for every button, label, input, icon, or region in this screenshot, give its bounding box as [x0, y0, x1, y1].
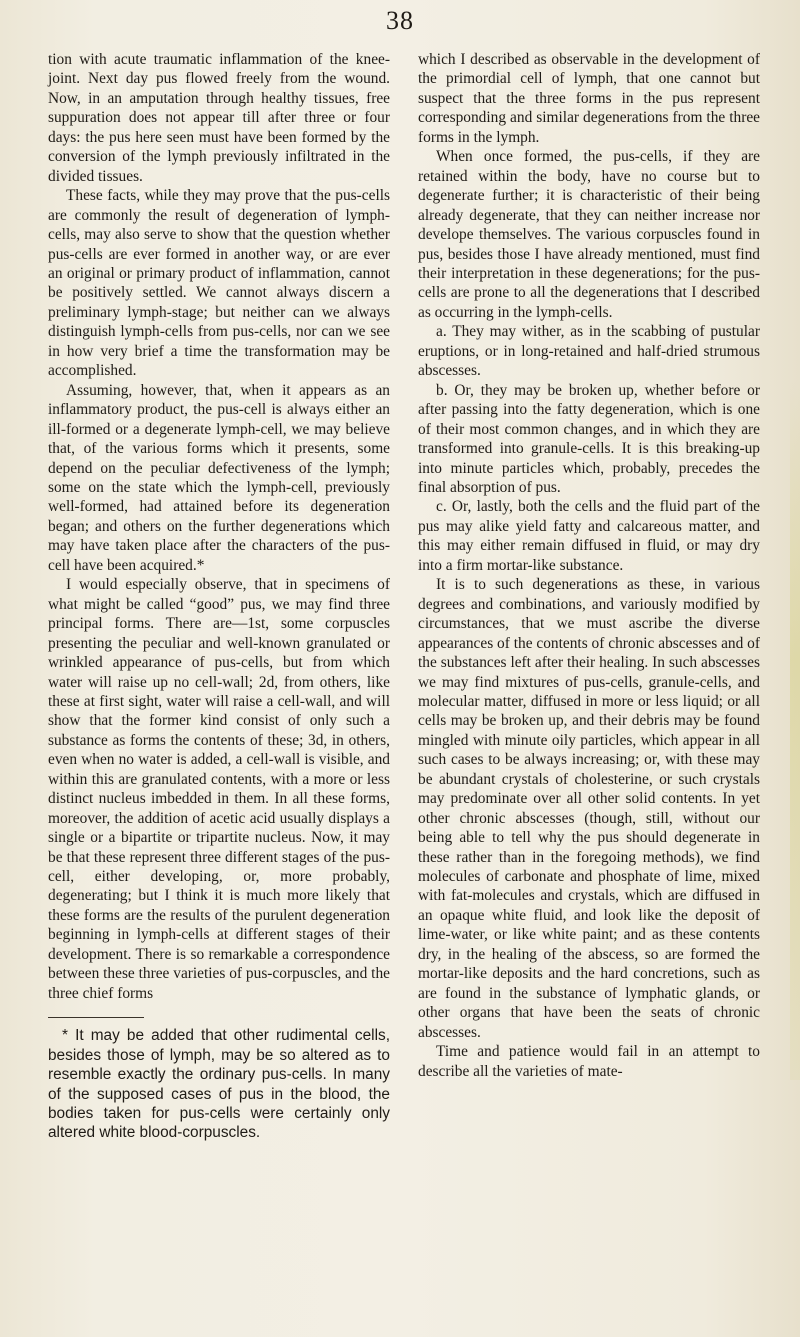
paragraph: It is to such degenerations as these, in various degrees and combinations, and variously modified by circumstances, that we must ascribe the diverse appearances of the contents of chronic abscesses and of the substances left after their healing. In such abscesses we may find mixtures of pus-cells, granule-cells, and molecular matter, diffused in more or less liquid; or all cells may be broken up, and their debris may be found mingled with minute oily particles, which appear in all such cases to be always increasing; or, with these may be abundant crystals of cholesterine, or such crystals may predominate over all other solid contents. In yet other chronic abscesses (though, still, without our being able to tell why the pus should degenerate in these rather than in the foregoing methods), we find molecules of carbonate and phosphate of lime, mixed with fat-molecules and crystals, which are diffused in an opaque white fluid, and look like the deposit of lime-water, or like white paint; and as these contents dry, in the healing of the abscess, so are formed the mortar-like deposits and the hard concretions, such as are found in the substance of lymphatic glands, or other organs that have been the seats of chronic abscesses. — [418, 576, 760, 1041]
paragraph: c. Or, lastly, both the cells and the fluid part of the pus may alike yield fatty and calcareous matter, and this may either remain diffused in fluid, or may dry into a firm mortar-like substance. — [418, 498, 760, 574]
paragraph: When once formed, the pus-cells, if they are retained within the body, have no course but to degenerate further; it is characteristic of their being already degenerate, that they can neither increase nor develope themselves. The various corpuscles found in pus, besides those I have already mentioned, must find their interpretation in these degenerations; for the pus-cells are prone to all the degenerations that I described as occurring in the lymph-cells. — [418, 148, 760, 321]
footnote: * It may be added that other rudimental cells, besides those of lymph, may be so altered as to resemble exactly the ordinary pus-cells. In many of the supposed cases of pus in the blood, the bodies taken for pus-cells were certainly only altered white blood-corpuscles. — [48, 1027, 390, 1142]
right-column — [418, 50, 760, 1143]
paragraph: I would especially observe, that in specimens of what might be called “good” pus, we may find three principal forms. There are—1st, some corpuscles presenting the peculiar and well-known granulated or wrinkled appearance of pus-cells, but from which water will raise up no cell-wall; 2d, from others, like these at first sight, water will raise a cell-wall, and will show that the former kind consist of only such a substance as forms the contents of these; 3d, in others, even when no water is added, a cell-wall is visible, and within this are granulated contents, with a more or less distinct nucleus imbedded in them. In all these forms, moreover, the addition of acetic acid usually displays a single or a bipartite or tripartite nucleus. Now, it may be that these represent three different stages of the pus-cell, either developing, or, more probably, degenerating; but I think it is much more likely that these forms are the results of the purulent degeneration beginning in lymph-cells at different stages of their development. There is so remarkable a correspondence between these three varieties of pus-corpuscles, and the three chief forms — [48, 576, 390, 1002]
page-number: 38 — [386, 6, 414, 35]
paragraph: Time and patience would fail in an attempt to describe all the varieties of mate- — [418, 1043, 760, 1080]
paragraph: These facts, while they may prove that the pus-cells are commonly the result of degeneration of lymph-cells, may also serve to show that the question whether pus-cells are ever formed in another way, or are ever an original or primary product of inflammation, cannot be positively settled. We cannot always discern a preliminary lymph-stage; but neither can we always distinguish lymph-cells from pus-cells, nor can we see in how very brief a time the transformation may be accomplished. — [48, 187, 390, 380]
page-edge-tint — [790, 380, 800, 1080]
left-column — [48, 50, 390, 1143]
text-columns — [48, 50, 760, 1143]
paragraph: which I described as observable in the development of the primordial cell of lymph, that one cannot but suspect that the three forms in the pus represent corresponding and similar degenerations from the three forms in the lymph. — [418, 51, 760, 146]
paragraph: b. Or, they may be broken up, whether before or after passing into the fatty degeneration, which is one of their most common changes, and in which they are transformed into granule-cells. It is this breaking-up into minute particles which, probably, precedes the final absorption of pus. — [418, 381, 760, 496]
footnote-divider — [48, 1017, 144, 1018]
paragraph: tion with acute traumatic inflammation of the knee-joint. Next day pus flowed freely from the wound. Now, in an amputation through healthy tissues, free suppuration does not appear till after three or four days: the pus here seen must have been formed by the conversion of the lymph previously infiltrated in the divided tissues. — [48, 51, 390, 185]
paragraph: Assuming, however, that, when it appears as an inflammatory product, the pus-cell is always either an ill-formed or a degenerate lymph-cell, we may believe that, of the various forms which it presents, some depend on the peculiar defectiveness of the lymph; some on the state which the lymph-cell, previously well-formed, had attained before its degeneration began; and others on the further degenerations which may have taken place after the characters of the pus-cell have been acquired.* — [48, 381, 390, 574]
paragraph: a. They may wither, as in the scabbing of pustular eruptions, or in long-retained and half-dried strumous abscesses. — [418, 323, 760, 380]
